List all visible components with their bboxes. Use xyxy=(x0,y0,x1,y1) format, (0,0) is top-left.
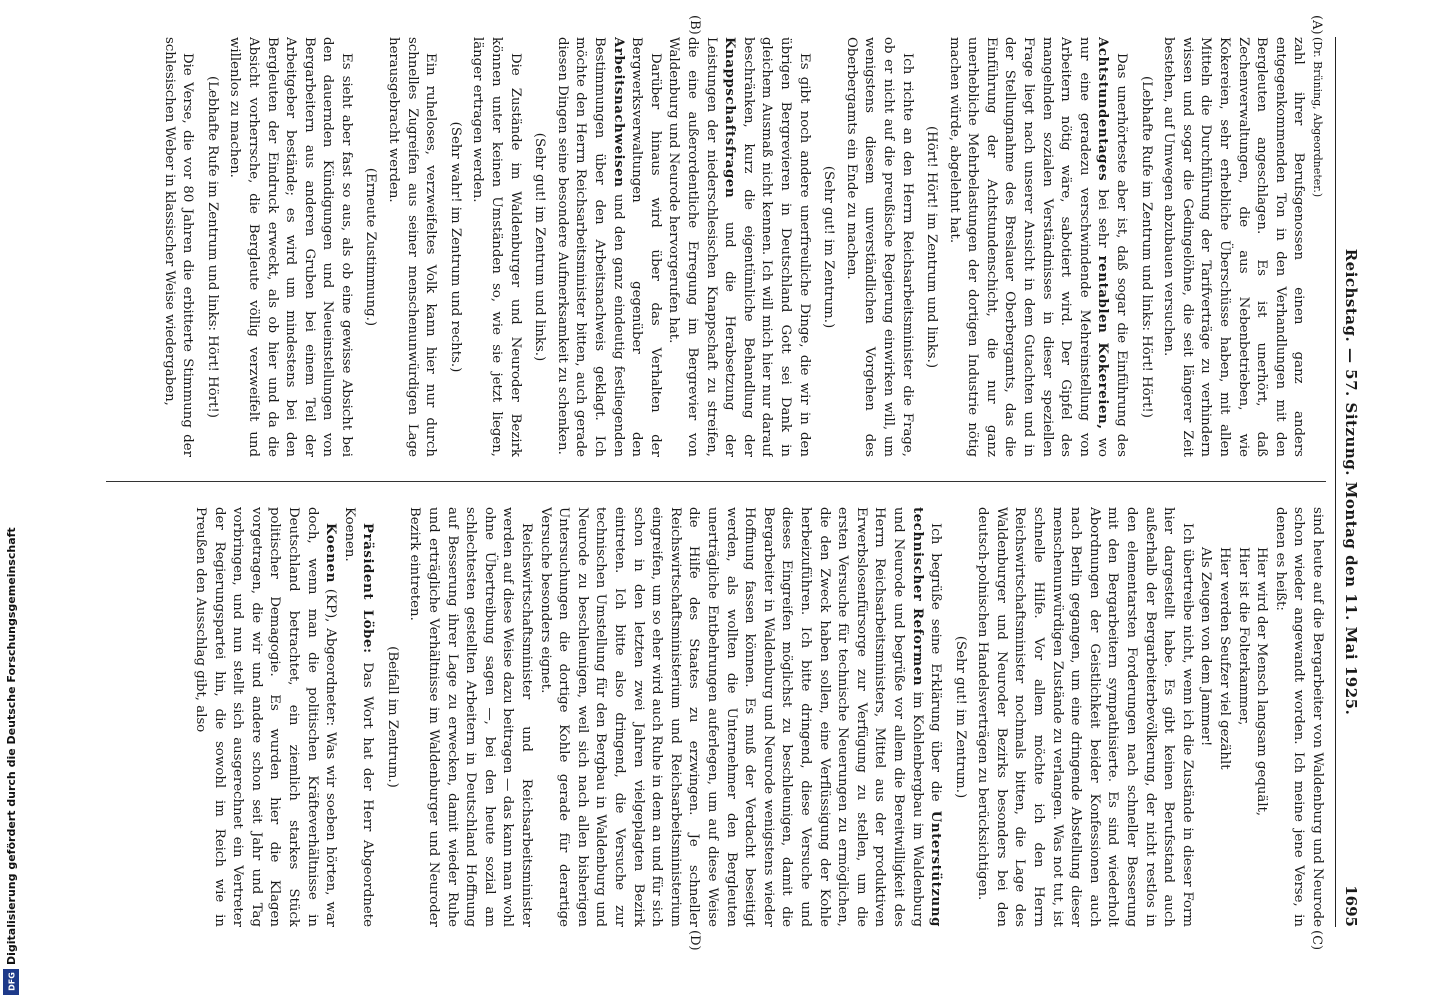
margin-marker-c: (C) xyxy=(1309,930,1324,951)
poem-line: Hier werden Seufzer viel gezählt xyxy=(1217,547,1233,770)
interjection: (Erneute Zustimmung.) xyxy=(363,167,379,327)
paragraph: Das unerhörteste aber ist, daß sogar die Einführung des Achtstundentages bei sehr rentablen Kokereien, wo nur eine geradezu verschwindende Mehreinstellung von Arbeitern nötig wäre, sabotiert wird. Der Gipfel des mangelnden sozialen Verständnisses in dieser speziellen Frage liegt nach unserer Ansicht in dem Gutachten und in der Stellungnahme des Breslauer Oberbergamts, das die Einführung der Achtstundenschicht, die nur ganz unerhebliche Mehrbelastungen der dortigen Industrie nötig machen würde, abgelehnt hat. xyxy=(946,37,1130,457)
paragraph: Ein ruheloses, verzweifeltes Volk kann hier nur durch schnelles Zugreifen aus seiner menschenunwürdigen Lage herausgebracht werden. xyxy=(386,37,439,457)
margin-marker-d: (D) xyxy=(687,930,702,951)
interjection: (Hört! Hört! im Zentrum und links.) xyxy=(924,125,940,369)
interjection: (Lebhafte Rufe im Zentrum und links: Hört! Hört!) xyxy=(204,76,220,418)
page-number: 1695 xyxy=(1342,885,1360,927)
rotated-scan-page xyxy=(87,15,1362,951)
poem-line: Hier wird der Mensch langsam gequält, xyxy=(1254,547,1270,817)
credit-text: Digitalisierung gefördert durch die Deutsche Forschungsgemeinschaft xyxy=(5,527,18,965)
paragraph: Ich begrüße seine Erklärung über die Unterstützung technischer Reformen im Kohlenbergbau im Waldenburg und Neurode und begrüße vor allem die Bereitwilligkeit des Herrn Reichsarbeitsministers, Mittel aus der produktiven Erwerbslosenfürsorge zur Verfügung zu stellen, um die ersten Versuche für technische Neuerungen zu ermöglichen, die den Zweck haben sollen, eine Verflüssigung der Kohle herbeizuführen. Ich bitte dringend, diese Versuche und dieses Eingreifen möglichst zu beschleunigen, damit die Bergarbeiter in Waldenburg und Neurode wenigstens wieder Hoffnung fassen können. Es muß der Verdacht beseitigt werden, als wollten die Unternehmer den Bergleuten unerträgliche Entbehrungen auferlegen, um auf diese Weise die Hilfe des Staates zu erzwingen. Je schneller Reichswirtschaftsministerium und Reichsarbeitsministerium eingreifen, um so eher wird auch Ruhe in dem an und für sich schon in den letzten zwei Jahren vielgeplagten Bezirk eintreten. Ich bitte also dringend, die Versuche zur technischen Umstellung für den Bergbau in Waldenburg und Neurode zu beschleunigen, weil sich nach allen bisherigen Untersuchungen die dortige Kohle gerade für derartige Versuche besonders eignet. xyxy=(537,507,944,927)
paragraph: Ich richte an den Herrn Reichsarbeitsminister die Frage, ob er nicht auf die preußische Regierung einwirken will, um wenigstens diesem unverständlichen Vorgehen des Oberbergamts ein Ende zu machen. xyxy=(843,37,915,457)
poem-line: Hier ist die Folterkammer, xyxy=(1235,547,1251,726)
margin-marker-b: (B) xyxy=(687,15,702,35)
column-divider xyxy=(106,481,1326,482)
paragraph: Es sieht aber fast so aus, als ob eine gewisse Absicht bei den dauernden Kündigungen und Neueinstellungen von Bergarbeitern aus anderen Gruben bei einem Teil der Arbeitgeber bestände; es wird um mindestens bei den Bergleuten der Eindruck erweckt, als ob hier und da die Absicht vorherrsche, die Bergleute völlig verzweifelt und willenlos zu machen. xyxy=(227,37,354,457)
interjection: (Sehr gut! im Zentrum.) xyxy=(952,635,968,799)
emphasis: Achtstundentages xyxy=(1095,37,1111,182)
paragraph: Präsident Löbe: Das Wort hat der Herr Abgeordnete Koenen. xyxy=(341,507,376,927)
page-header xyxy=(1335,37,1362,927)
funding-credit xyxy=(2,527,22,997)
paragraph: Reichswirtschaftsminister und Reichsarbeitsminister werden auf diese Weise dazu beitragen — das kann man wohl ohne Übertreibung sagen —, bei den heute sozial am schlechtesten gestellten Arbeitern in Deutschland Hoffnung auf Besserung ihrer Lage zu erwecken, damit wieder Ruhe und erträgliche Verhältnisse im Waldenburger und Neuroder Bezirk eintreten. xyxy=(407,507,535,927)
paragraph: Koenen (KP), Abgeordneter: Was wir soeben hörten, war doch, wenn man die politischen Kräfteverhältnisse in Deutschland betrachtet, ein ziemlich starkes Stück politischer Demagogie. Es wurden hier die Klagen vorgetragen, die wir und andere schon seit Jahr und Tag vorbringen, und nun stellt sich ausgerechnet ein Vertreter der Regierungspartei hin, die sowohl im Reich wie in Preußen den Ausschlag gibt, also xyxy=(192,507,339,927)
left-column xyxy=(106,37,1326,457)
poem-line: Als Zeugen von dem Jammer! xyxy=(1198,547,1214,747)
emphasis: Unterstützung technischer Reformen xyxy=(909,507,944,927)
dfg-logo-icon: DFG xyxy=(3,969,19,995)
paragraph: Darüber hinaus wird über das Verhalten der Bergwerksverwaltungen gegenüber den Arbeitsnachweisen und den ganz eindeutig festliegenden Bestimmungen über den Arbeitsnachweis geklagt. Ich möchte den Herrn Reichsarbeitsminister bitten, auch gerade diesen Dingen seine besondere Aufmerksamkeit zu schenken. xyxy=(554,37,663,457)
emphasis: Arbeitsnachweisen xyxy=(610,37,626,188)
paragraph: zahl ihrer Berufsgenossen einen ganz anders entgegenkommenden Ton in den Verhandlungen mit den Bergleuten angeschlagen. Es ist unerhört, daß Zechenverwaltungen, die aus Nebenbetrieben, wie Kokereien, sehr erhebliche Überschüsse haben, mit allen Mitteln die Durchführung der Tarifverträge zu verhindern wissen und sogar die Gedingelöhne, die seit längerer Zeit bestehen, auf Umwegen abzubauen versuchen. xyxy=(1161,37,1307,457)
paragraph: Es gibt noch andere unerfreuliche Dinge, die wir in den übrigen Bergrevieren in Deutschland Gott sei Dank in gleichem Ausmaß nicht kennen. Ich will mich hier nur darauf beschränken, kurz die eigentümliche Behandlung der Knappschaftsfragen und die Herabsetzung der Leistungen der niederschlesischen Knappschaft zu streifen, die eine außerordentliche Erregung im Bergrevier von Waldenburg und Neurode hervorgerufen hat. xyxy=(666,37,812,457)
interjection: (Beifall im Zentrum.) xyxy=(384,646,400,788)
emphasis: rentablen Kokereien, xyxy=(1095,255,1111,430)
interjection: (Lebhafte Rufe im Zentrum und links: Hört! Hört!) xyxy=(1138,76,1154,418)
paragraph: sind heute auf die Bergarbeiter von Waldenburg und Neurode schon wieder angewandt worden. Ich meine jene Verse, in denen es heißt: xyxy=(1272,507,1325,927)
speaker-name: Präsident Löbe: xyxy=(360,523,376,654)
paragraph: Die Zustände im Waldenburger und Neuroder Bezirk können unter keinen Umständen so, wie sie jetzt liegen, länger ertragen werden. xyxy=(470,37,523,457)
right-column xyxy=(106,507,1326,927)
interjection: (Sehr gut! im Zentrum und links.) xyxy=(532,132,548,362)
interjection: (Sehr wahr! im Zentrum und rechts.) xyxy=(447,121,463,373)
header-title: Reichstag. — 57. Sitzung. Montag den 11. Mai 1925. xyxy=(1342,248,1360,716)
paragraph: Ich übertreibe nicht, wenn ich die Zustände in dieser Form hier dargestellt habe. Es gibt keinen Berufsstand auch außerhalb der Bergarbeiterbevölkerung, der nicht restlos in den elementarsten Forderungen nach schneller Besserung mit den Bergarbeitern sympathisierte. Es sind wiederholt Abordnungen der Geistlichkeit beider Konfessionen auch nach Berlin gegangen, um eine dringende Abstellung dieser menschenunwürdigen Zustände zu verlangen. Was not tut, ist schnelle Hilfe. Vor allem möchte ich den Herrn Reichswirtschaftsminister nochmals bitten, die Lage des Waldenburger und Neuroder Bezirks besonders bei den deutsch-polnischen Handelsverträgen zu berücksichtigen. xyxy=(975,507,1195,927)
speaker-name: Koenen xyxy=(323,523,339,583)
paragraph: Die Verse, die vor 80 Jahren die erbitterte Stimmung der schlesischen Weber in klassischer Weise wiedergaben, xyxy=(161,37,196,457)
speaker-reference: (Dr. Brüning, Abgeordneter.) xyxy=(1311,37,1324,198)
emphasis: Knappschaftsfragen xyxy=(722,37,738,199)
interjection: (Sehr gut! im Zentrum.) xyxy=(821,165,837,329)
margin-marker-a: (A) xyxy=(1309,15,1324,35)
